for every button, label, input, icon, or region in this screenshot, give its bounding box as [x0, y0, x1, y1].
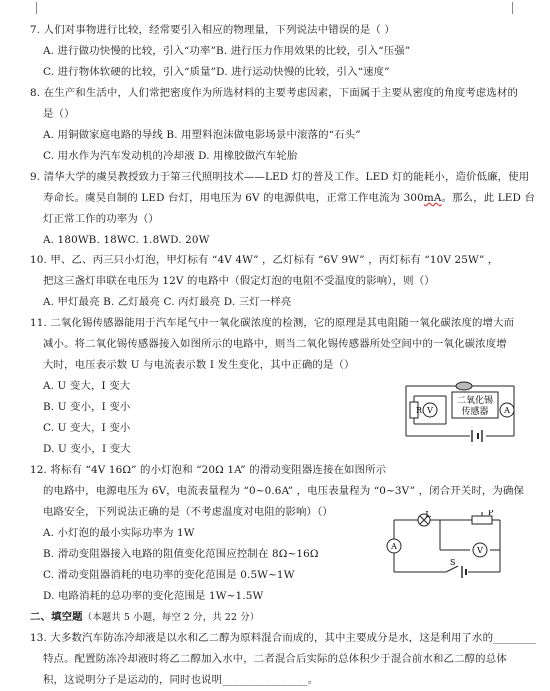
- q8-stem-line2: 是（）: [43, 108, 75, 120]
- q12-label-s: S: [450, 558, 456, 567]
- q12-label-l: L: [425, 510, 431, 519]
- crop-mark-left: [24, 2, 37, 14]
- q10-stem-line1: 10. 甲、乙、丙三只小灯泡，甲灯标有 “4V 4W” ，乙灯标有 “6V 9W” ，丙灯标有 “10V 25W” ，: [30, 254, 499, 266]
- q13-stem-line3: 积，这说明分子是运动的，同时也说明________________。: [43, 674, 319, 686]
- crop-mark-right: [512, 2, 525, 14]
- q9-stem-line2: 寿命长。虞昊自制的 LED 台灯，用电压为 6V 的电源供电，正常工作电流为 300mA。那么，此 LED 台: [43, 192, 535, 204]
- q7-stem: 7. 人们对事物进行比较，经常要引入相应的物理量，下列说法中错误的是（ ）: [30, 24, 395, 36]
- q9-stem-line3: 灯正常工作的功率为（）: [43, 213, 159, 225]
- q11-stem-line3: 大时，电压表示数 U 与电流表示数 I 发生变化，其中正确的是（）: [43, 359, 355, 371]
- q11-option-a: A. U 变大，I 变大: [43, 380, 131, 392]
- q12-option-c: C. 滑动变阻器消耗的电功率的变化范围是 0.5W~1W: [43, 569, 295, 581]
- q8-stem-line1: 8. 在生产和生活中，人们常把密度作为所选材料的主要考虑因素，下面属于主要从密度的角度考虑选材的: [30, 87, 518, 99]
- q8-option-a-b: A. 用铜做家庭电路的导线 B. 用塑料泡沫做电影场景中滚落的“石头”: [43, 129, 361, 141]
- section-2-heading: [30, 610, 259, 625]
- q13-stem-line2: 特点。配置防冻冷却液时将乙二醇加入水中，二者混合后实际的总体积少于混合前水和乙二醇的总体: [43, 653, 507, 665]
- q10-stem-line2: 把这三盏灯串联在电压为 12V 的电路中（假定灯泡的电阻不受温度的影响），则（）: [43, 275, 435, 287]
- q9-stem-line1: 9. 清华大学的虞昊教授致力于第三代照明技术——LED 灯的普及工作。LED 灯的能耗小，造价低廉，使用: [30, 171, 530, 183]
- q12-option-d: D. 电路消耗的总功率的变化范围是 1W~1.5W: [43, 590, 264, 602]
- q11-option-d: D. U 变小，I 变大: [43, 443, 131, 455]
- q12-stem-line3: 电路安全，下列说法正确的是（不考虑温度对电阻的影响）（）: [43, 506, 333, 518]
- q12-label-p: P: [488, 510, 494, 517]
- q12-stem-line2: 的电路中，电源电压为 6V，电流表量程为 “0~0.6A” ，电压表量程为 “0~3V” ，闭合开关时，为确保: [43, 485, 525, 497]
- q11-sensor-element: [456, 382, 472, 390]
- q12-option-a: A. 小灯泡的最小实际功率为 1W: [43, 527, 195, 539]
- q11-stem-line2: 减小。将二氧化锡传感器接入如图所示的电路中，则当二氧化锡传感器所处空间中的一氧化碳浓度增: [43, 338, 507, 350]
- q7-option-c-d: C. 进行物体软硬的比较，引入“质量”D. 进行运动快慢的比较，引入“速度”: [43, 66, 390, 78]
- q11-sensor-label-2: 传感器: [461, 407, 489, 417]
- q11-label-v: V: [427, 406, 433, 415]
- q10-options: A. 甲灯最亮 B. 乙灯最亮 C. 丙灯最亮 D. 三灯一样亮: [43, 296, 292, 308]
- q12-stem-line1: 12. 将标有 “4V 16Ω” 的小灯泡和 “20Ω 1A” 的滑动变阻器连接在如图所示: [30, 464, 387, 476]
- q11-sensor-label-1: 二氧化锡: [456, 396, 494, 406]
- q13-stem-line1: 13. 大多数汽车防冻冷却液是以水和乙二醇为原料混合而成的，其中主要成分是水，这是利用了水的________: [30, 632, 536, 644]
- q8-option-c-d: C. 用水作为汽车发动机的冷却液 D. 用橡胶做汽车轮胎: [43, 150, 298, 162]
- q12-circuit-diagram: [384, 510, 510, 578]
- q11-option-c: C. U 变大，I 变小: [43, 422, 131, 434]
- q11-label-a: A: [504, 406, 510, 415]
- section-2-title: 二、填空题: [30, 611, 83, 623]
- section-2-note: （本题共 5 小题，每空 2 分，共 22 分）: [82, 612, 260, 623]
- q7-option-a-b: A. 进行做功快慢的比较，引入“功率”B. 进行压力作用效果的比较，引入“压强”: [43, 45, 411, 57]
- q12-label-a: A: [391, 542, 397, 551]
- q11-stem-line1: 11. 二氧化锡传感器能用于汽车尾气中一氧化碳浓度的检测，它的原理是其电阻随一氧化碳浓度的增大而: [30, 317, 515, 329]
- q9-options: A. 180WB. 18WC. 1.8WD. 20W: [43, 234, 210, 246]
- q12-option-b: B. 滑动变阻器接入电路的阻值变化范围应控制在 8Ω~16Ω: [43, 548, 319, 560]
- q11-option-b: B. U 变小，I 变小: [43, 401, 131, 413]
- q11-label-r: R: [415, 406, 422, 415]
- q12-label-v: V: [477, 546, 483, 555]
- q11-circuit-diagram: [400, 378, 520, 444]
